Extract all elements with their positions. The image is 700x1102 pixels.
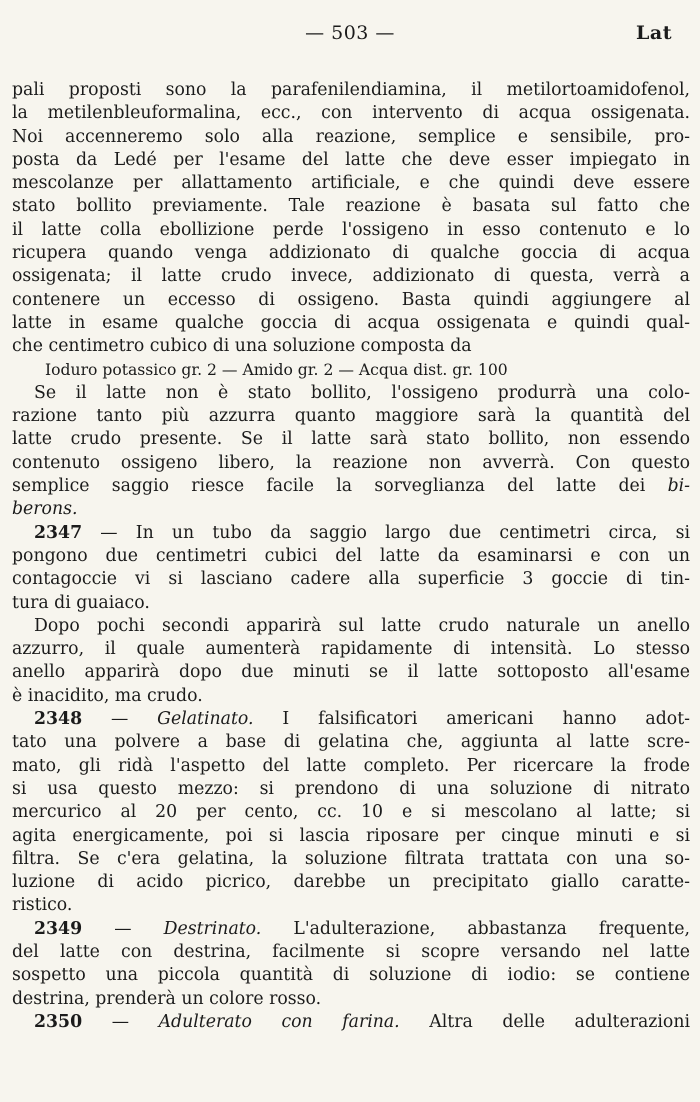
- text-line: destrina, prenderà un colore rosso.: [12, 988, 322, 1009]
- text-line: mato, gli ridà l'aspetto del latte completo. Per ricercare la frode: [12, 755, 690, 776]
- text-segment: —: [82, 709, 158, 730]
- text-line: è inacidito, ma crudo.: [12, 685, 203, 706]
- section-2349-first-line: [12, 918, 690, 941]
- text-line: sospetto una piccola quantità di soluzione di iodio: se contiene: [12, 965, 690, 986]
- text-segment: I falsificatori americani hanno adot-: [253, 709, 690, 730]
- text-line: mercurico al 20 per cento, cc. 10 e si mescolano al latte; si: [12, 802, 690, 823]
- text-line: anello apparirà dopo due minuti se il latte sottoposto all'esame: [12, 662, 690, 683]
- text-segment: —: [82, 1011, 159, 1032]
- section-number: 2350: [34, 1011, 83, 1032]
- running-head: Lat: [636, 22, 672, 44]
- section-2350-first-line: [12, 1011, 690, 1034]
- text-line: luzione di acido picrico, darebbe un precipitato giallo caratte-: [12, 872, 690, 893]
- italic-word: berons.: [12, 499, 78, 520]
- text-line: stato bollito previamente. Tale reazione è basata sul fatto che: [12, 196, 690, 217]
- page-header: [0, 22, 700, 52]
- text-line: latte crudo presente. Se il latte sarà stato bollito, non essendo: [12, 429, 690, 450]
- section-number: 2349: [34, 918, 83, 939]
- text-line: ricupera quando venga addizionato di qualche goccia di acqua: [12, 243, 690, 264]
- text-line: si usa questo mezzo: si prendono di una soluzione di nitrato: [12, 778, 690, 799]
- text-segment: —: [82, 918, 164, 939]
- text-line: contenere un eccesso di ossigeno. Basta quindi aggiungere al: [12, 289, 690, 310]
- text-line: azzurro, il quale aumenterà rapidamente di intensità. Lo stesso: [12, 639, 690, 660]
- text-line: tato una polvere a base di gelatina che, aggiunta al latte scre-: [12, 732, 690, 753]
- text-line: pongono due centimetri cubici del latte da esaminarsi e con un: [12, 545, 690, 566]
- text-line: ristico.: [12, 895, 73, 916]
- text-line: filtra. Se c'era gelatina, la soluzione filtrata trattata con una so-: [12, 848, 690, 869]
- section-title: Destrinato.: [163, 918, 262, 939]
- text-line: il latte colla ebollizione perde l'ossigeno in esso contenuto e lo: [12, 219, 690, 240]
- page-number: — 503 —: [305, 22, 395, 44]
- text-line: Noi accenneremo solo alla reazione, semplice e sensibile, pro-: [12, 126, 690, 147]
- text-line: posta da Ledé per l'esame del latte che deve esser impiegato in: [12, 149, 690, 170]
- text-line: contenuto ossigeno libero, la reazione non avverrà. Con questo: [12, 452, 690, 473]
- text-line: Se il latte non è stato bollito, l'ossigeno produrrà una colo-: [34, 382, 690, 403]
- text-line: pali proposti sono la parafenilendiamina, il metilortoamidofenol,: [12, 80, 690, 100]
- section-2347-first-line: [12, 522, 690, 545]
- text-line: la metilenbleuformalina, ecc., con intervento di acqua ossigenata.: [12, 103, 690, 124]
- section-number: 2348: [34, 709, 83, 730]
- text-line: [12, 475, 690, 498]
- section-title: Adulterato con farina.: [158, 1011, 400, 1032]
- section-number: 2347: [34, 522, 83, 543]
- text-line: tura di guaiaco.: [12, 592, 150, 613]
- body-text: [12, 79, 690, 1034]
- text-line: contagoccie vi si lasciano cadere alla superficie 3 goccie di tin-: [12, 569, 690, 590]
- text-line: del latte con destrina, facilmente si scopre versando nel latte: [12, 941, 690, 962]
- text-line: Dopo pochi secondi apparirà sul latte crudo naturale un anello: [34, 615, 690, 636]
- section-title: Gelatinato.: [157, 709, 254, 730]
- section-2348-first-line: [12, 708, 690, 731]
- text-segment: L'adulterazione, abbastanza frequente,: [261, 918, 690, 939]
- text-line: ossigenata; il latte crudo invece, addizionato di questa, verrà a: [12, 266, 690, 287]
- text-line: che centimetro cubico di una soluzione composta da: [12, 336, 472, 357]
- reagent-formula: Ioduro potassico gr. 2 — Amido gr. 2 — Acqua dist. gr. 100: [45, 360, 508, 379]
- text-segment: semplice saggio riesce facile la sorveglianza del latte dei: [12, 476, 646, 497]
- text-segment: — In un tubo da saggio largo due centimetri circa, si: [82, 522, 690, 543]
- italic-word: bi-: [667, 476, 690, 497]
- text-segment: Altra delle adulterazioni: [399, 1011, 690, 1032]
- text-line: mescolanze per allattamento artificiale, e che quindi deve essere: [12, 173, 690, 194]
- text-line: razione tanto più azzurra quanto maggiore sarà la quantità del: [12, 406, 690, 427]
- text-line: latte in esame qualche goccia di acqua ossigenata e quindi qual-: [12, 312, 690, 333]
- text-line: agita energicamente, poi si lascia riposare per cinque minuti e si: [12, 825, 690, 846]
